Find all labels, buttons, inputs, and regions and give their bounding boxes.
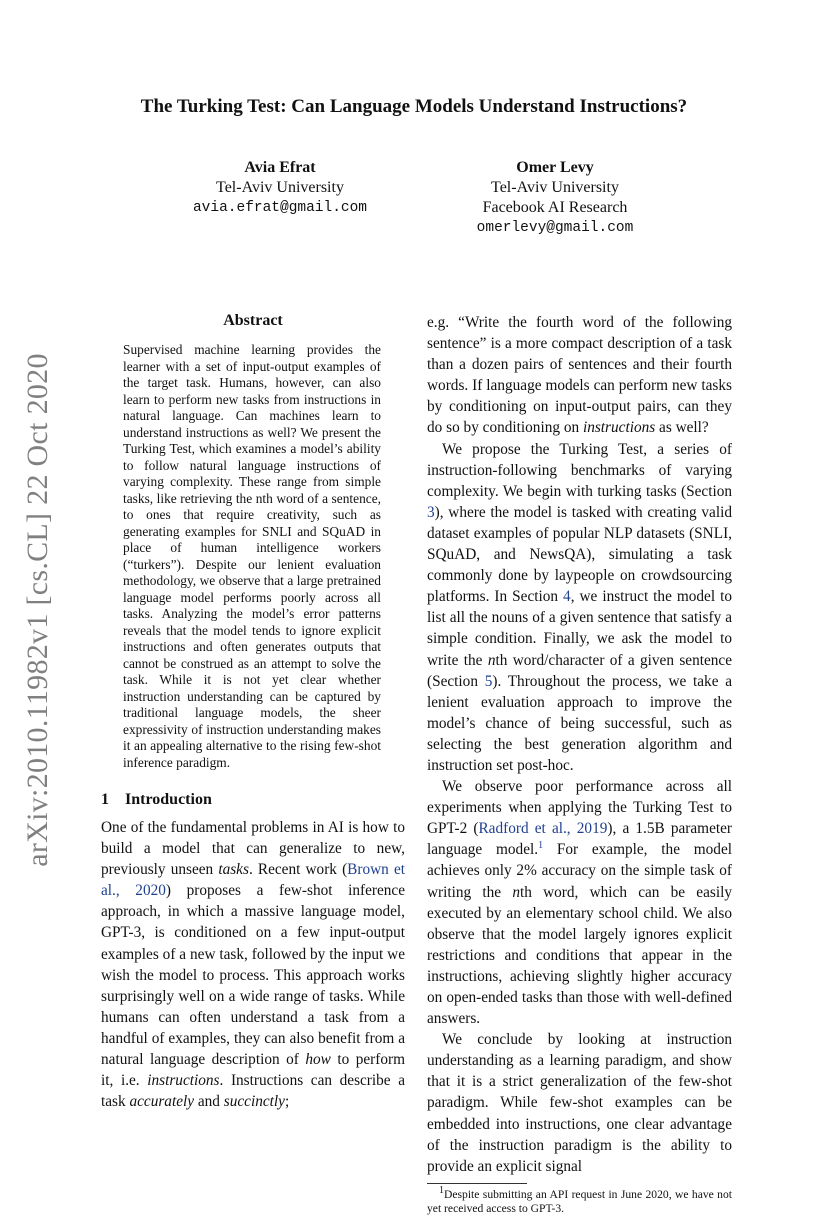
intro-paragraph-1: One of the fundamental problems in AI is how to build a model that can generalize to new, previously unseen tasks. Recent work (Brown et al., 2020) proposes a few-shot inference approach, in which a massive language model, GPT-3, is conditioned on a few input-output examples of a new task, followed by the input we wish the model to process. This approach works surprisingly well on a wide range of tasks. While humans can often understand a task from a handful of examples, they can also benefit from a natural language description of how to perform it, i.e. instructions. Instructions can describe a task accurately and succinctly;: [101, 819, 405, 1111]
arxiv-stamp-text: arXiv:2010.11982v1 [cs.CL] 22 Oct 2020: [21, 353, 54, 867]
section-number: 1: [101, 791, 109, 808]
author-name: Omer Levy: [516, 159, 594, 176]
section-ref-link[interactable]: 4: [563, 588, 571, 606]
paper-title: The Turking Test: Can Language Models Understand Instructions?: [140, 96, 688, 117]
section-ref-link[interactable]: 3: [427, 503, 435, 521]
author-affiliation: Facebook AI Research: [482, 199, 628, 216]
author-email[interactable]: avia.efrat@gmail.com: [192, 200, 368, 216]
right-column: [427, 312, 732, 1217]
footnote: $^1$Despite submitting an API request in June 2020, we have not yet received access to GPT-3.: [427, 1184, 732, 1216]
intro-paragraph-1-cont: e.g. “Write the fourth word of the following sentence” is a more compact description of a task than a dozen pairs of sentences and their fourth words. If language models can perform new tasks by conditioning on input-output pairs, can they do so by conditioning on instructions as well?: [427, 314, 732, 437]
author-affiliation: Tel-Aviv University: [216, 179, 344, 196]
citation-link[interactable]: Radford et al., 2019: [478, 820, 608, 838]
section-heading: [101, 791, 405, 809]
intro-paragraph-2: We propose the Turking Test, a series of instruction-following benchmarks of varying complexity. We begin with turking tasks (Section 3), where the model is tasked with creating valid dataset examples of popular NLP datasets (SNLI, SQuAD, and NewsQA), simulating a task commonly done by laypeople on crowdsourcing platforms. In Section 4, we instruct the model to list all the nouns of a given sentence that satisfy a simple condition. Finally, we ask the model to write the nth word/character of a given sentence (Section 5). Throughout the process, we take a lenient evaluation approach to improve the model’s chance of being successful, such as selecting the best generation algorithm and instruction set post-hoc.: [427, 440, 732, 774]
intro-paragraph-3: We observe poor performance across all experiments when applying the Turking Test to GPT-2 (Radford et al., 2019), a 1.5B parameter language model.$^1$ For example, the model achieves only 2% accuracy on the simple task of writing the nth word, which can be easily executed by an elementary school child. We also observe that the model largely ignores explicit restrictions and conditions that appear in the instructions, achieving slightly higher accuracy on open-ended tasks than those with well-defined answers.: [427, 778, 732, 1028]
section-title: Introduction: [125, 791, 212, 808]
author-block-1: [165, 158, 395, 218]
left-column: [101, 312, 405, 1112]
author-email[interactable]: omerlevy@gmail.com: [476, 220, 634, 236]
abstract-text: Supervised machine learning provides the learner with a set of input-output examples of the target task. Humans, however, can also learn to perform new tasks from instructions in natural language. Can machines learn to understand instructions as well? We present the Turking Test, which examines a model’s ability to follow natural language instructions of varying complexity. These range from simple tasks, like retrieving the nth word of a sentence, to ones that require creativity, such as generating examples for SNLI and SQuAD in place of human intelligence workers (“turkers”). Despite our lenient evaluation methodology, we observe that a large pretrained language model performs poorly across all tasks. Analyzing the model’s error patterns reveals that the model tends to ignore explicit instructions and often generates outputs that cannot be construed as an attempt to solve the task. While it is not yet clear whether instruction understanding can be captured by traditional language models, the sheer expressivity of instruction understanding makes it an appealing alternative to the rising few-shot inference paradigm.: [123, 342, 381, 770]
citation-link[interactable]: Brown et al., 2020: [101, 861, 405, 900]
footnote-divider: [427, 1183, 527, 1184]
intro-paragraph-4: We conclude by looking at instruction understanding as a learning paradigm, and show that it is a strict generalization of the few-shot paradigm. While few-shot examples can be embedded into instructions, one clear advantage of the instruction paradigm is the ability to provide an explicit signal: [427, 1031, 732, 1175]
footnote-marker[interactable]: 1: [538, 840, 544, 852]
author-block-2: [440, 158, 670, 238]
arxiv-stamp: [13, 353, 63, 867]
section-ref-link[interactable]: 5: [484, 672, 493, 690]
author-affiliation: Tel-Aviv University: [491, 179, 619, 196]
abstract-heading: Abstract: [223, 312, 283, 329]
author-name: Avia Efrat: [244, 159, 316, 176]
